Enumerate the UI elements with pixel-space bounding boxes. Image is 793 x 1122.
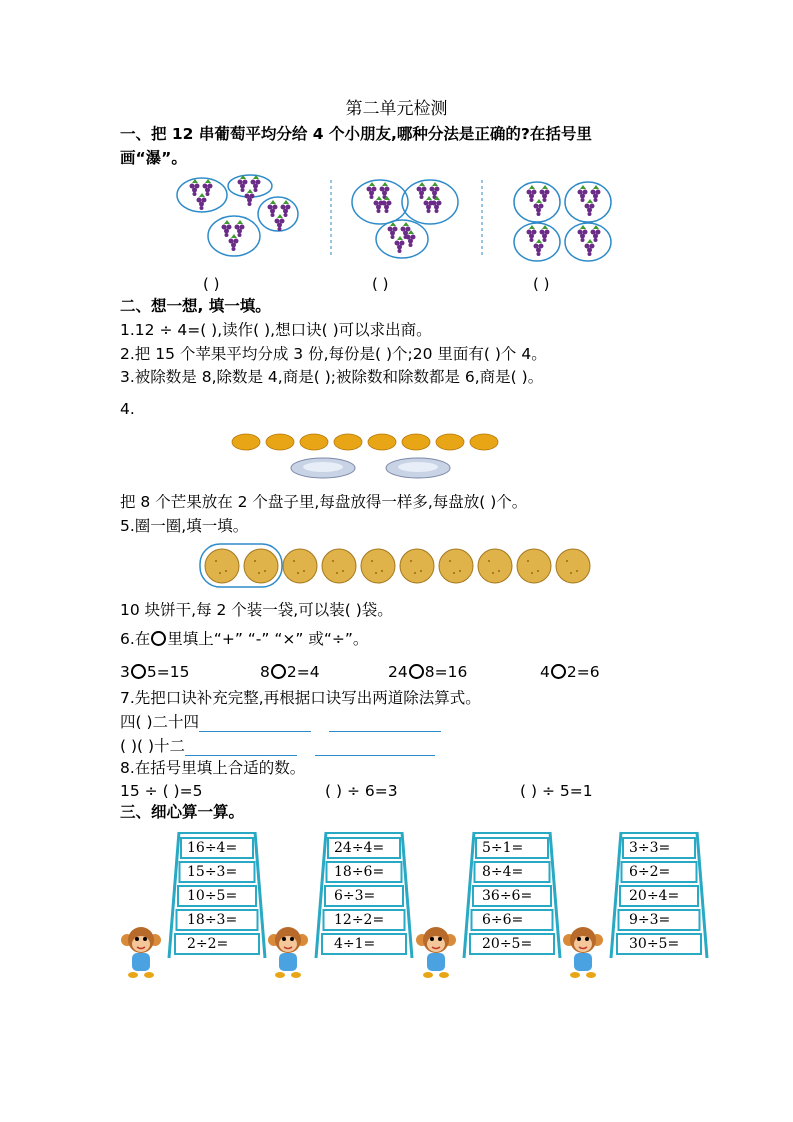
ladder-2 [312, 830, 416, 960]
q6-item-2-left: 8 [260, 663, 270, 681]
q6-item-2-right: 2=4 [286, 663, 320, 681]
ladder-2-equation-4: 12÷2= [334, 912, 385, 928]
grape-answer-blank-2[interactable]: ( ) [372, 275, 389, 293]
answer-line[interactable] [315, 739, 435, 756]
question-8-label: 8.在括号里填上合适的数。 [120, 759, 306, 777]
question-3: 3.被除数是 8,除数是 4,商是( );被除数和除数都是 6,商是( )。 [120, 368, 544, 386]
q8-item-b: ( ) ÷ 6=3 [325, 782, 398, 800]
grape-option-2 [352, 180, 482, 258]
grape-option-3 [514, 182, 611, 261]
ladder-1 [165, 830, 269, 960]
ladders-area [0, 830, 793, 990]
answer-line[interactable] [329, 715, 441, 732]
question-7-label: 7.先把口诀补充完整,再根据口诀写出两道除法算式。 [120, 689, 481, 707]
ladder-2-equation-3: 6÷3= [334, 888, 376, 904]
ladder-4-equation-3: 20÷4= [629, 888, 680, 904]
operator-circle-icon [151, 631, 166, 646]
q6-item-2 [260, 662, 320, 682]
operator-blank-circle[interactable] [271, 664, 286, 679]
grape-answer-blank-1[interactable]: ( ) [203, 275, 220, 293]
ladder-1-equation-4: 18÷3= [187, 912, 238, 928]
section3-heading: 三、细心算一算。 [120, 803, 245, 821]
question-2: 2.把 15 个苹果平均分成 3 份,每份是( )个;20 里面有( )个 4。 [120, 345, 547, 363]
question-5-text: 10 块饼干,每 2 个装一袋,可以装( )袋。 [120, 601, 393, 619]
ladder-2-equation-1: 24÷4= [334, 840, 385, 856]
question-4-label: 4. [120, 400, 135, 418]
ladder-1-equation-3: 10÷5= [187, 888, 238, 904]
ladder-1-equation-5: 2÷2= [187, 936, 229, 952]
question-1: 1.12 ÷ 4=( ),读作( ),想口诀( )可以求出商。 [120, 321, 432, 339]
ladder-3-equation-5: 20÷5= [482, 936, 533, 952]
grapes-illustration [170, 172, 630, 268]
question-6-suffix: 里填上“+” “-” “×” 或“÷”。 [167, 630, 369, 648]
ladder-1-equation-1: 16÷4= [187, 840, 238, 856]
ladder-3-equation-2: 8÷4= [482, 864, 524, 880]
q6-item-4-left: 4 [540, 663, 550, 681]
q7-row-1 [120, 712, 441, 732]
ladder-2-equation-5: 4÷1= [334, 936, 376, 952]
monkey-icon [119, 924, 163, 980]
question-4-text: 把 8 个芒果放在 2 个盘子里,每盘放得一样多,每盘放( )个。 [120, 493, 528, 511]
q6-item-1 [120, 662, 189, 682]
mangoes [232, 434, 498, 450]
monkey-icon [414, 924, 458, 980]
q6-item-4 [540, 662, 600, 682]
ladder-4 [607, 830, 711, 960]
q6-item-3-left: 24 [388, 663, 408, 681]
operator-blank-circle[interactable] [131, 664, 146, 679]
ladder-4-equation-5: 30÷5= [629, 936, 680, 952]
ladder-3-equation-4: 6÷6= [482, 912, 524, 928]
q6-item-1-right: 5=15 [146, 663, 190, 681]
section1-heading-line2: 画“瀑”。 [120, 149, 187, 167]
section2-heading: 二、想一想, 填一填。 [120, 297, 271, 315]
q7-row-2 [120, 736, 435, 756]
ladder-3 [460, 830, 564, 960]
q7-row-1-text: 四( )二十四 [120, 713, 200, 731]
q7-row-2-text: ( )( )十二 [120, 737, 186, 755]
section1-heading-line1: 一、把 12 串葡萄平均分给 4 个小朋友,哪种分法是正确的?在括号里 [120, 125, 592, 143]
ladder-3-equation-3: 36÷6= [482, 888, 533, 904]
cookies [198, 541, 598, 591]
grape-answer-blank-3[interactable]: ( ) [533, 275, 550, 293]
grape-option-1 [177, 175, 331, 258]
plates [291, 458, 450, 478]
question-5-label: 5.圈一圈,填一填。 [120, 517, 249, 535]
q8-item-c: ( ) ÷ 5=1 [520, 782, 593, 800]
monkey-icon [561, 924, 605, 980]
answer-line[interactable] [199, 715, 311, 732]
question-6-label [120, 629, 368, 649]
operator-blank-circle[interactable] [409, 664, 424, 679]
monkey-icon [266, 924, 310, 980]
mangoes-and-plates [228, 430, 508, 482]
answer-line[interactable] [185, 739, 297, 756]
ladder-4-equation-1: 3÷3= [629, 840, 671, 856]
q6-item-3-right: 8=16 [424, 663, 468, 681]
ladder-1-equation-2: 15÷3= [187, 864, 238, 880]
ladder-4-equation-4: 9÷3= [629, 912, 671, 928]
operator-blank-circle[interactable] [551, 664, 566, 679]
ladder-2-equation-2: 18÷6= [334, 864, 385, 880]
page-title: 第二单元检测 [345, 99, 448, 119]
q8-item-a: 15 ÷ ( )=5 [120, 782, 203, 800]
question-6-prefix: 6.在 [120, 630, 151, 648]
ladder-3-equation-1: 5÷1= [482, 840, 524, 856]
q6-item-4-right: 2=6 [566, 663, 600, 681]
q6-item-3 [388, 662, 467, 682]
ladder-4-equation-2: 6÷2= [629, 864, 671, 880]
q6-item-1-left: 3 [120, 663, 130, 681]
